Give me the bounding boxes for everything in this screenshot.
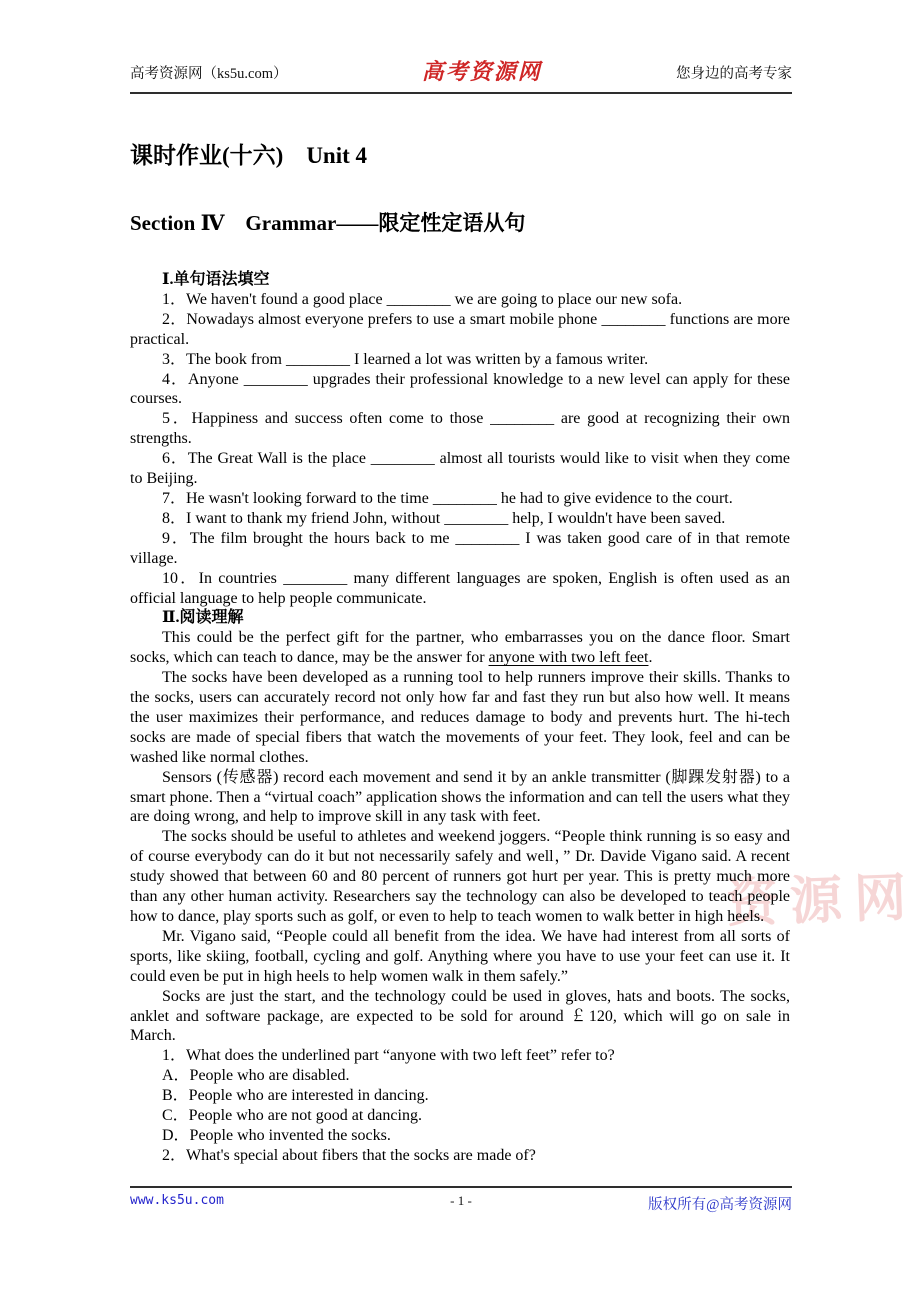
question-1-option-c: C．People who are not good at dancing. <box>162 1107 422 1125</box>
exercise-item-2: 2．Nowadays almost everyone prefers to use a smart mobile phone ________ functions are more practical. <box>130 310 790 348</box>
page-title: 课时作业(十六) Unit 4 <box>130 143 368 168</box>
exercise-item-6: 6．The Great Wall is the place ________ almost all tourists would like to visit when they come to Beijing. <box>130 450 790 488</box>
ks5u-logo: 高考资源网 <box>421 59 542 84</box>
page-number: - 1 - <box>450 1193 472 1208</box>
header-site-name: 高考资源网（ks5u.com） <box>130 66 288 82</box>
passage-paragraph-3: Sensors (传感器) record each movement and send it by an ankle transmitter (脚踝发射器) to a smart phone. Then a “virtual coach” application shows the information and can tell the users what they are doing wrong, and help to improve skill in any task with feet. <box>130 768 790 826</box>
section-heading: Section Ⅳ Grammar——限定性定语从句 <box>130 211 526 235</box>
header-slogan: 您身边的高考专家 <box>676 66 792 82</box>
question-1-option-b: B．People who are interested in dancing. <box>162 1087 429 1105</box>
watermark-text: 资源网 <box>725 869 920 934</box>
exercise-item-10: 10．In countries ________ many different languages are spoken, English is often used as an official language to help people communicate. <box>130 569 790 607</box>
passage-paragraph-2: The socks have been developed as a running tool to help runners improve their skills. Thanks to the socks, users can accurately record not only how far and fast they run but also how well. It means the user maximizes their performance, and reduces damage to body and prevents hurt. The hi-tech socks are made of special fibers that watch the movements of your feet. They look, feel and can be washed like normal clothes. <box>130 669 790 766</box>
underlined-phrase: anyone with two left feet <box>488 649 649 667</box>
question-2: 2．What's special about fibers that the socks are made of? <box>162 1146 536 1164</box>
footer-copyright: 版权所有@高考资源网 <box>648 1197 792 1213</box>
footer-url: www.ks5u.com <box>130 1193 224 1208</box>
paragraph1-before: This could be the perfect gift for the partner, who embarrasses you on the dance floor. Smart socks, which can teach to dance, may be the answer for <box>130 629 790 667</box>
exercise-item-1: 1．We haven't found a good place ________ we are going to place our new sofa. <box>162 290 683 308</box>
exercise-item-4: 4．Anyone ________ upgrades their professional knowledge to a new level can apply for these courses. <box>130 370 790 408</box>
question-1-option-a: A．People who are disabled. <box>162 1067 350 1085</box>
exercise-item-3: 3．The book from ________ I learned a lot was written by a famous writer. <box>162 350 649 368</box>
exercise-item-8: 8．I want to thank my friend John, without ________ help, I wouldn't have been saved. <box>162 509 726 527</box>
part2-heading: Ⅱ.阅读理解 <box>162 609 244 627</box>
exercise-item-7: 7．He wasn't looking forward to the time ________ he had to give evidence to the court. <box>162 489 733 507</box>
question-1-option-d: D．People who invented the socks. <box>162 1126 391 1144</box>
page-footer <box>130 1186 792 1214</box>
exercise-item-5: 5．Happiness and success often come to those ________ are good at recognizing their own strengths. <box>130 410 790 448</box>
passage-paragraph-1 <box>130 628 790 668</box>
exercise-item-9: 9．The film brought the hours back to me ________ I was taken good care of in that remote village. <box>130 529 790 567</box>
document-content <box>130 0 790 1166</box>
passage-paragraph-5: Mr. Vigano said, “People could all benefit from the idea. We have had interest from all sorts of sports, like skiing, football, cycling and golf. Anything where you have to use your feet can use it. It could even be put in high heels to help women walk in them safely.” <box>130 927 790 985</box>
question-1: 1．What does the underlined part “anyone with two left feet” refer to? <box>162 1047 615 1065</box>
paragraph1-after: . <box>648 649 653 667</box>
passage-paragraph-6: Socks are just the start, and the technology could be used in gloves, hats and boots. The socks, anklet and software package, are expected to be sold for around ￡120, which will go on sale in March. <box>130 987 790 1045</box>
passage-paragraph-4: The socks should be useful to athletes and weekend joggers. “People think running is so easy and of course everybody can do it but not necessarily safely and well，” Dr. Davide Vigano said. A recent study showed that between 60 and 80 percent of runners got hurt per year. This is pretty much more than any other human activity. Researchers say the technology can also be developed to teach people how to dance, play sports such as golf, or even to help to teach women to walk better in high heels. <box>130 828 790 925</box>
part1-heading: Ⅰ.单句语法填空 <box>162 271 270 288</box>
